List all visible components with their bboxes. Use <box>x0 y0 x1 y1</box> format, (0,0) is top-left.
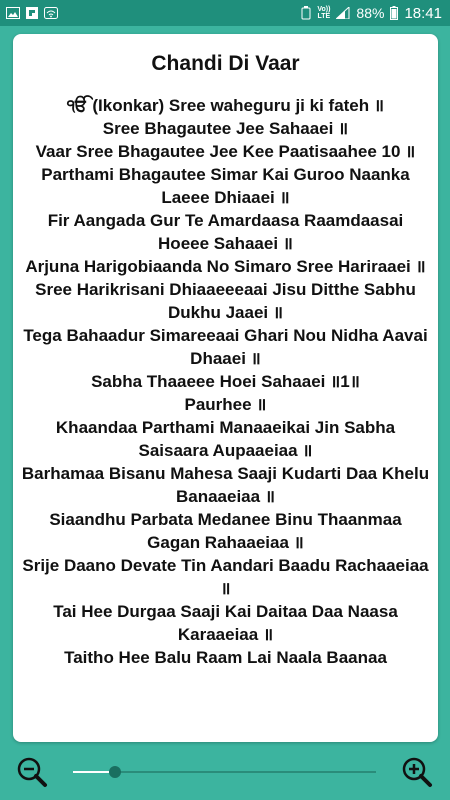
content-card <box>13 34 438 742</box>
verse-line: Tega Bahaadur Simareeaai Ghari Nou Nidha Aavai Dhaaei ॥ <box>23 326 428 368</box>
verse-line: Siaandhu Parbata Medanee Binu Thaanmaa Gagan Rahaaeiaa ॥ <box>49 510 402 552</box>
zoom-out-button[interactable] <box>15 755 49 789</box>
zoom-slider[interactable] <box>73 771 376 775</box>
clock-time: 18:41 <box>404 4 442 22</box>
slider-thumb[interactable] <box>109 766 121 778</box>
alarm-icon <box>301 6 311 20</box>
verse-line: Taitho Hee Balu Raam Lai Naala Baanaa <box>64 648 387 667</box>
flipboard-icon <box>26 7 38 19</box>
verse-line: Khaandaa Parthami Manaaeikai Jin Sabha Saisaara Aupaaeiaa ॥ <box>55 418 396 460</box>
page-title: Chandi Di Vaar <box>151 52 300 75</box>
zoom-toolbar <box>0 746 450 800</box>
verse-line: Vaar Sree Bhagautee Jee Kee Paatisaahee 10 ॥ <box>35 142 416 161</box>
status-right <box>301 5 442 22</box>
battery-icon <box>390 6 398 20</box>
verse-line: Tai Hee Durgaa Saaji Kai Daitaa Daa Naasa Karaaeiaa ॥ <box>53 602 398 644</box>
zoom-in-button[interactable] <box>400 755 434 789</box>
verse-line: Arjuna Harigobiaanda No Simaro Sree Hariraaei ॥ <box>25 257 426 276</box>
slider-track <box>115 771 376 773</box>
signal-icon <box>336 7 350 19</box>
verse-text[interactable] <box>13 94 438 669</box>
battery-percent: 88% <box>356 5 385 21</box>
status-left <box>6 7 58 19</box>
status-bar <box>0 0 450 26</box>
verse-line: Paurhee ॥ <box>184 395 267 414</box>
wifi-icon <box>44 7 58 19</box>
verse-line: Sabha Thaaeee Hoei Sahaaei ॥1॥ <box>91 372 360 391</box>
verse-line: Sree Bhagautee Jee Sahaaei ॥ <box>102 119 349 138</box>
verse-line: Srije Daano Devate Tin Aandari Baadu Rachaaeiaa ॥ <box>22 556 429 598</box>
verse-line: Barhamaa Bisanu Mahesa Saaji Kudarti Daa Khelu Banaaeiaa ॥ <box>21 464 430 506</box>
verse-line: Fir Aangada Gur Te Amardaasa Raamdaasai Hoeee Sahaaei ॥ <box>47 211 404 253</box>
zoom-out-icon <box>16 756 48 788</box>
gallery-icon <box>6 7 20 19</box>
verse-line: Parthami Bhagautee Simar Kai Guroo Naanka Laeee Dhiaaei ॥ <box>41 165 410 207</box>
volte-indicator: Vo)) LTE <box>317 6 331 20</box>
verse-line: ੴ (Ikonkar) Sree waheguru ji ki fateh ॥ <box>66 96 385 115</box>
verse-line: Sree Harikrisani Dhiaaeeeaai Jisu Ditthe Sabhu Dukhu Jaaei ॥ <box>35 280 416 322</box>
zoom-in-icon <box>401 756 433 788</box>
